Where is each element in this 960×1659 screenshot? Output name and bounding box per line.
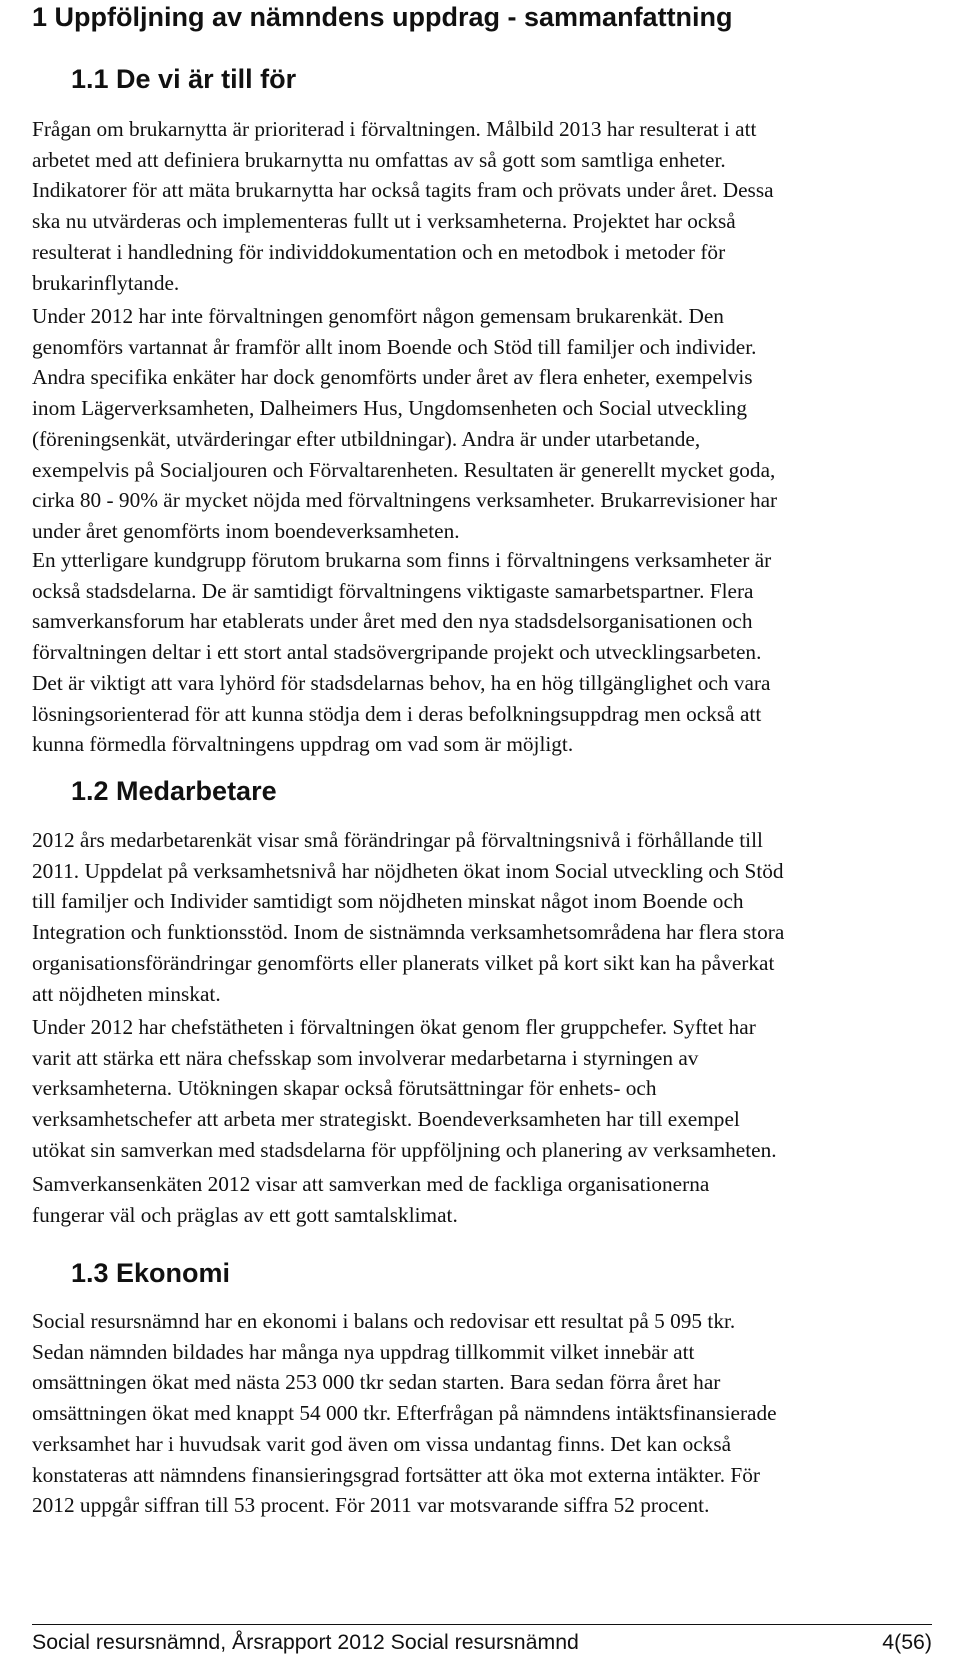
section-heading-1-2: 1.2 Medarbetare: [71, 776, 277, 806]
text-line: brukarinflytande.: [32, 270, 180, 295]
text-line: Indikatorer för att mäta brukarnytta har också tagits fram och prövats under året. Dessa: [32, 178, 774, 203]
section-heading-1-1: 1.1 De vi är till för: [71, 64, 297, 94]
text-line: varit att stärka ett nära chefsskap som involverar medarbetarna i styrningen av: [32, 1045, 699, 1070]
paragraph-1-2-2: [32, 1012, 932, 1166]
text-line: resulterat i handledning för individdokumentation och en metodbok i metoder för: [32, 239, 726, 264]
text-line: Andra specifika enkäter har dock genomförts under året av flera enheter, exempelvis: [32, 365, 753, 390]
text-line: Social resursnämnd har en ekonomi i balans och redovisar ett resultat på 5 095 tkr.: [32, 1309, 736, 1333]
paragraph-1-2-3: [32, 1169, 932, 1230]
text-line: exempelvis på Socialjouren och Förvaltarenheten. Resultaten är generellt mycket goda,: [32, 457, 776, 482]
text-line: 2011. Uppdelat på verksamhetsnivå har nöjdheten ökat inom Social utveckling och Stöd: [32, 858, 784, 883]
text-line: omsättningen ökat med nästa 253 000 tkr sedan starten. Bara sedan förra året har: [32, 1370, 721, 1395]
text-line: också stadsdelarna. De är samtidigt förvaltningens viktigaste samarbetspartner. Flera: [32, 578, 754, 603]
document-page: [32, 0, 932, 1659]
paragraph-1-1-2: [32, 301, 932, 547]
text-line: cirka 80 - 90% är mycket nöjda med förvaltningens verksamheter. Brukarrevisioner har: [32, 488, 778, 513]
text-line: Integration och funktionsstöd. Inom de sistnämnda verksamhetsområdena har flera stora: [32, 920, 785, 945]
text-line: Sedan nämnden bildades har många nya uppdrag tillkommit vilket innebär att: [32, 1339, 695, 1364]
paragraph-1-2-1: [32, 825, 932, 1009]
paragraph-1-3-1: [32, 1306, 932, 1521]
text-line: ska nu utvärderas och implementeras fullt ut i verksamheterna. Projektet har också: [32, 209, 736, 234]
text-line: genomförs vartannat år framför allt inom Boende och Stöd till familjer och individer.: [32, 334, 757, 359]
text-line: En ytterligare kundgrupp förutom brukarna som finns i förvaltningens verksamheter är: [32, 548, 772, 572]
main-heading: 1 Uppföljning av nämndens uppdrag - sammanfattning: [32, 2, 733, 32]
text-line: konstateras att nämndens finansieringsgrad fortsätter att öka mot externa intäkter. För: [32, 1462, 761, 1487]
text-line: organisationsförändringar genomförts eller planerats vilket på kort sikt kan ha påverkat: [32, 950, 775, 975]
text-line: (föreningsenkät, utvärderingar efter utbildningar). Andra är under utarbetande,: [32, 426, 701, 451]
text-line: till familjer och Individer samtidigt som nöjdheten minskat något inom Boende och: [32, 889, 744, 914]
text-line: lösningsorienterad för att kunna stödja dem i deras befolkningsuppdrag men också att: [32, 701, 762, 726]
text-line: Det är viktigt att vara lyhörd för stadsdelarnas behov, ha en hög tillgänglighet och vara: [32, 670, 771, 695]
text-line: Frågan om brukarnytta är prioriterad i förvaltningen. Målbild 2013 har resulterat i att: [32, 117, 757, 141]
paragraph-1-1-1: [32, 114, 932, 298]
text-line: utökat sin samverkan med stadsdelarna för uppföljning och planering av verksamheten.: [32, 1137, 777, 1162]
footer-divider: [32, 1624, 932, 1625]
text-line: kunna förmedla förvaltningens uppdrag om vad som är möjligt.: [32, 732, 574, 757]
text-line: 2012 års medarbetarenkät visar små förändringar på förvaltningsnivå i förhållande till: [32, 828, 763, 852]
text-line: under året genomförts inom boendeverksamheten.: [32, 518, 460, 543]
page-footer: [32, 1628, 932, 1656]
section-heading-1-3: 1.3 Ekonomi: [71, 1258, 231, 1288]
text-line: Under 2012 har inte förvaltningen genomfört någon gemensam brukarenkät. Den: [32, 304, 724, 328]
text-line: förvaltningen deltar i ett stort antal stadsövergripande projekt och utvecklingsarbeten.: [32, 640, 762, 665]
text-line: verksamhet har i huvudsak varit god även om vissa undantag finns. Det kan också: [32, 1431, 732, 1456]
text-line: inom Lägerverksamheten, Dalheimers Hus, Ungdomsenheten och Social utveckling: [32, 396, 748, 421]
text-line: omsättningen ökat med knappt 54 000 tkr. Efterfrågan på nämndens intäktsfinansierade: [32, 1401, 777, 1426]
text-line: 2012 uppgår siffran till 53 procent. För 2011 var motsvarande siffra 52 procent.: [32, 1493, 710, 1518]
text-line: verksamhetschefer att arbeta mer strategiskt. Boendeverksamheten har till exempel: [32, 1107, 740, 1132]
paragraph-1-1-3: [32, 545, 932, 760]
text-line: arbetet med att definiera brukarnytta nu omfattas av så gott som samtliga enheter.: [32, 147, 726, 172]
text-line: att nöjdheten minskat.: [32, 981, 221, 1006]
text-line: Samverkansenkäten 2012 visar att samverkan med de fackliga organisationerna: [32, 1172, 710, 1196]
text-line: samverkansforum har etablerats under året med den nya stadsdelsorganisationen och: [32, 609, 753, 634]
text-line: verksamheterna. Utökningen skapar också förutsättningar för enhets- och: [32, 1076, 657, 1101]
page-number: 4(56): [882, 1630, 932, 1654]
footer-document-title: Social resursnämnd, Årsrapport 2012 Social resursnämnd: [32, 1630, 579, 1654]
text-line: fungerar väl och präglas av ett gott samtalsklimat.: [32, 1202, 458, 1227]
text-line: Under 2012 har chefstätheten i förvaltningen ökat genom fler gruppchefer. Syftet har: [32, 1015, 756, 1039]
